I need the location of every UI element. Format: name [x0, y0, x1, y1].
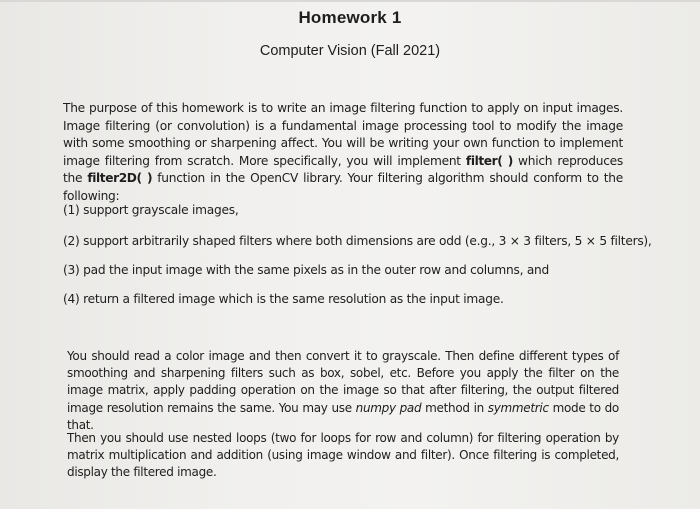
filter2d-function-name: filter2D( ) [87, 171, 153, 186]
requirement-item: (4) return a filtered image which is the same resolution as the input image. [63, 292, 504, 306]
homework-title: Homework 1 [298, 8, 402, 27]
top-divider [0, 0, 700, 2]
para2-text-3: mode to do that. [67, 400, 619, 432]
numpy-pad-term: numpy pad [355, 400, 422, 415]
filtering-paragraph: Then you should use nested loops (two for loops for row and column) for filtering operation by matrix multiplication and addition (using image window and filter). Once filtering is completed, display the filtered image. [67, 431, 619, 480]
symmetric-term: symmetric [487, 400, 549, 415]
intro-paragraph [63, 100, 623, 206]
intro-text-3: function in the OpenCV library. Your filtering algorithm should conform to the following: [63, 171, 623, 203]
requirement-item: (1) support grayscale images, [63, 203, 239, 217]
intro-text-2: which reproduces the [63, 153, 624, 186]
requirement-item: (2) support arbitrarily shaped filters where both dimensions are odd (e.g., 3 × 3 filters, 5 × 5 filters), [63, 234, 652, 248]
preprocessing-paragraph [67, 348, 619, 434]
para2-text-2: method in [421, 400, 488, 415]
para2-text-1: You should read a color image and then convert it to grayscale. Then define different types of smoothing and sharpening filters such as box, sobel, etc. Before you apply the filter on the image matrix, apply padding operation on the image so that after filtering, the output filtered image resolution remains the same. You may use [67, 349, 619, 415]
filter-function-name: filter( ) [465, 153, 513, 168]
course-subtitle: Computer Vision (Fall 2021) [259, 43, 441, 59]
requirement-item: (3) pad the input image with the same pixels as in the outer row and columns, and [63, 263, 550, 277]
intro-text-1: The purpose of this homework is to write an image filtering function to apply on input images. Image filtering (or convolution) is a fundamental image processing tool to modify the image with some smoothing or sharpening affect. You will be writing your own function to implement image filtering from scratch. More specifically, you will implement [63, 101, 623, 168]
